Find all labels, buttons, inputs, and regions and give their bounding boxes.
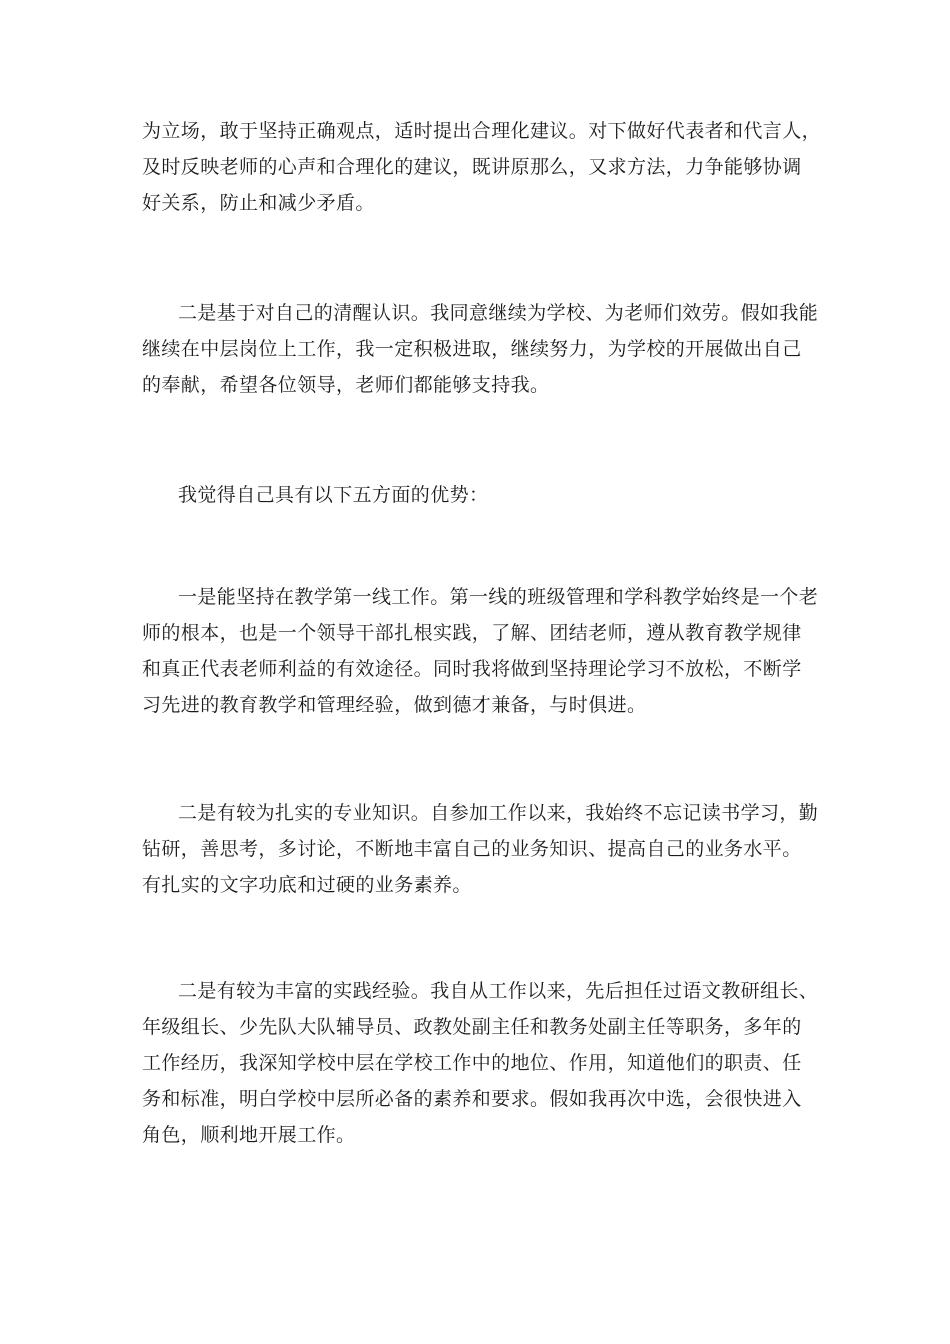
paragraph-self-awareness <box>142 295 819 403</box>
text-line: 好关系，防止和减少矛盾。 <box>142 192 375 214</box>
text-line: 钻研，善思考，多讨论，不断地丰富自己的业务知识、提高自己的业务水平。 <box>142 838 802 860</box>
text-line: 为立场，敢于坚持正确观点，适时提出合理化建议。对下做好代表者和代言人， <box>142 120 822 142</box>
paragraph-advantage-knowledge <box>142 795 819 903</box>
text-line: 务和标准，明白学校中层所必备的素养和要求。假如我再次中选，会很快进入 <box>142 1088 802 1110</box>
text-line: 及时反映老师的心声和合理化的建议，既讲原那么，又求方法，力争能够协调 <box>142 156 802 178</box>
paragraph-stance <box>142 113 822 221</box>
text-line: 习先进的教育教学和管理经验，做到德才兼备，与时俱进。 <box>142 694 647 716</box>
paragraph-advantage-teaching <box>142 579 819 723</box>
text-line: 的奉献，希望各位领导，老师们都能够支持我。 <box>142 374 550 396</box>
text-line: 师的根本，也是一个领导干部扎根实践，了解、团结老师，遵从教育教学规律 <box>142 622 802 644</box>
text-line: 和真正代表老师利益的有效途径。同时我将做到坚持理论学习不放松，不断学 <box>142 658 802 680</box>
text-line: 二是有较为扎实的专业知识。自参加工作以来，我始终不忘记读书学习，勤 <box>178 802 819 824</box>
text-line: 年级组长、少先队大队辅导员、政教处副主任和教务处副主任等职务，多年的 <box>142 1016 802 1038</box>
text-line: 有扎实的文字功底和过硬的业务素养。 <box>142 874 472 896</box>
text-line: 继续在中层岗位上工作，我一定积极进取，继续努力，为学校的开展做出自己 <box>142 338 802 360</box>
paragraph-advantages-intro <box>142 477 808 513</box>
text-line: 二是基于对自己的清醒认识。我同意继续为学校、为老师们效劳。假如我能 <box>178 302 819 324</box>
text-line: 角色，顺利地开展工作。 <box>142 1124 356 1146</box>
text-line: 一是能坚持在教学第一线工作。第一线的班级管理和学科教学始终是一个老 <box>178 586 819 608</box>
text-line: 我觉得自己具有以下五方面的优势： <box>178 484 489 506</box>
paragraph-advantage-experience <box>142 973 819 1153</box>
text-line: 工作经历，我深知学校中层在学校工作中的地位、作用，知道他们的职责、任 <box>142 1052 802 1074</box>
text-line: 二是有较为丰富的实践经验。我自从工作以来，先后担任过语文教研组长、 <box>178 980 819 1002</box>
